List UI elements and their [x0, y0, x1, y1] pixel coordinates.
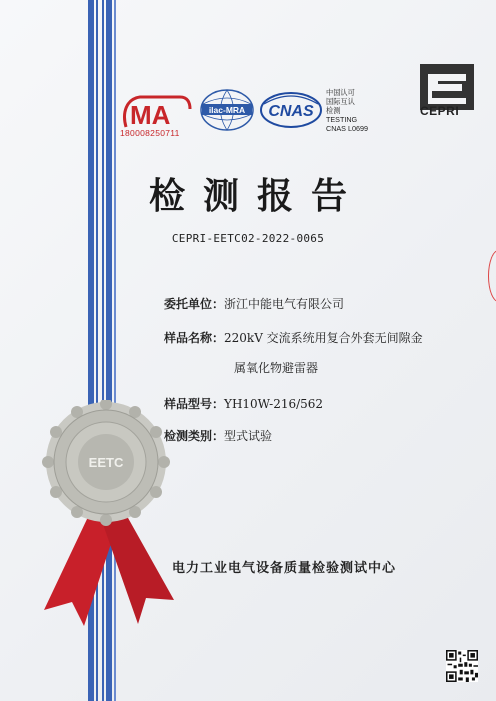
sample-model-row — [164, 395, 323, 412]
eetc-seal-with-ribbon — [34, 400, 184, 630]
test-type-label: 检测类别： — [164, 429, 225, 443]
ma-text: MA — [130, 100, 171, 130]
qr-code-icon[interactable] — [446, 650, 478, 682]
issuing-organization: 电力工业电气设备质量检验测试中心 — [171, 561, 396, 576]
client-value: 浙江中能电气有限公司 — [224, 297, 345, 311]
cnas-caption-line: 检测 — [326, 106, 341, 115]
ilac-text: ilac-MRA — [208, 105, 246, 115]
sample-name-value: 220kV 交流系统用复合外套无间隙金 — [224, 331, 423, 345]
client-label: 委托单位： — [164, 297, 225, 311]
cnas-logo — [260, 90, 322, 130]
sample-model-value: YH10W-216/562 — [224, 397, 324, 411]
accreditation-logos — [120, 88, 390, 148]
seal-text: EETC — [88, 455, 124, 470]
page-title: 检测报告 — [148, 176, 365, 217]
ilac-mra-logo — [198, 88, 256, 138]
cnas-text: CNAS — [268, 103, 314, 120]
report-number: CEPRI-EETC02-2022-0065 — [171, 232, 325, 245]
sample-name-row — [164, 329, 423, 346]
sample-model-label: 样品型号： — [164, 397, 225, 411]
sample-name-label: 样品名称： — [164, 331, 225, 345]
decorative-edge-mark — [488, 250, 496, 302]
cepri-label: CEPRI — [420, 104, 460, 118]
cnas-caption-line: CNAS L0699 — [326, 124, 368, 133]
cnas-caption-line: 国际互认 — [326, 97, 355, 106]
client-row — [164, 295, 344, 312]
cnas-caption-line: TESTING — [326, 115, 358, 124]
cma-number: 180008250711 — [120, 128, 180, 138]
cnas-caption-line: 中国认可 — [326, 88, 355, 97]
sample-name-value-line2: 属氧化物避雷器 — [234, 361, 319, 375]
cnas-caption — [326, 88, 368, 133]
sample-name-continuation — [234, 359, 318, 376]
test-type-value: 型式试验 — [224, 429, 273, 443]
